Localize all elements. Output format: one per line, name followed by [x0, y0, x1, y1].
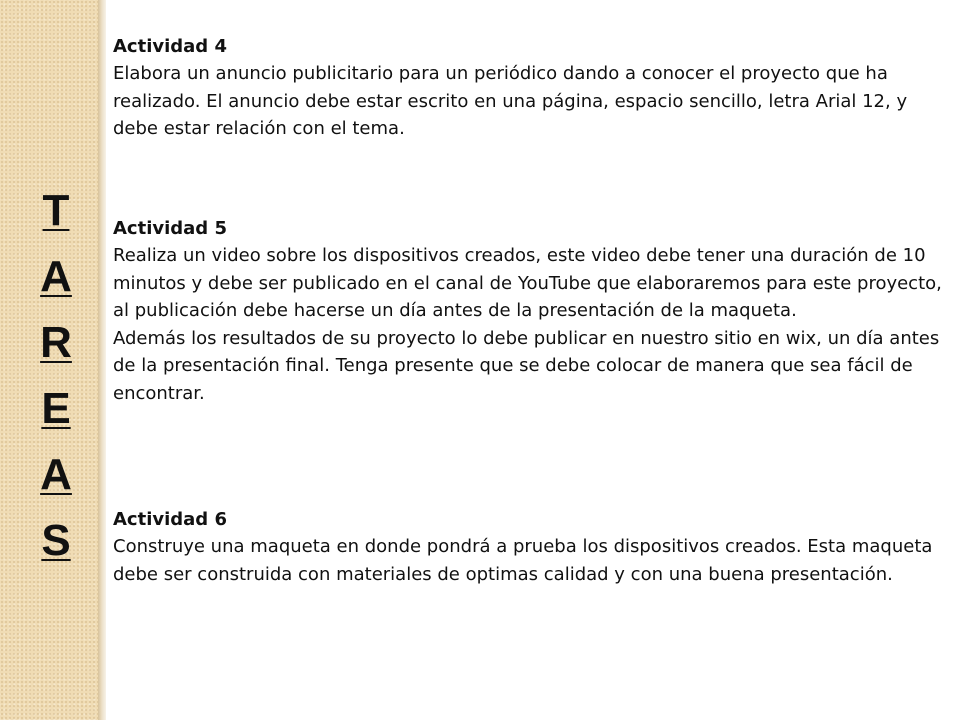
activity-4-block: [113, 34, 943, 143]
title-letter: E: [41, 384, 71, 433]
activity-4-title: Actividad 4: [113, 36, 227, 57]
title-letter: R: [40, 318, 72, 367]
title-letter: S: [41, 516, 71, 565]
activity-5-additional: Además los resultados de su proyecto lo debe publicar en nuestro sitio en wix, un día antes de la presentación final. Tenga presente que se debe colocar de manera que sea fácil de encontrar.: [113, 327, 940, 404]
activity-6-block: [113, 507, 943, 588]
activity-6-description: Construye una maqueta en donde pondrá a prueba los dispositivos creados. Esta maqueta debe ser construida con materiales de optimas calidad y con una buena presentación.: [113, 536, 933, 585]
title-letter: A: [40, 252, 72, 301]
title-letter: T: [42, 186, 70, 235]
activity-5-title: Actividad 5: [113, 218, 227, 239]
activity-4-description: Elabora un anuncio publicitario para un periódico dando a conocer el proyecto que ha realizado. El anuncio debe estar escrito en una página, espacio sencillo, letra Arial 12, y debe estar relación con el tema.: [113, 63, 908, 139]
activity-5-block: [113, 216, 943, 407]
title-letter: A: [40, 450, 72, 499]
vertical-title-tareas: [0, 178, 112, 574]
activity-6-title: Actividad 6: [113, 509, 227, 530]
activity-5-description: Realiza un video sobre los dispositivos creados, este video debe tener una duración de 10 minutos y debe ser publicado en el canal de YouTube que elaboraremos para este proyecto, al publicación debe hacerse un día antes de la presentación de la maqueta.: [113, 245, 942, 321]
